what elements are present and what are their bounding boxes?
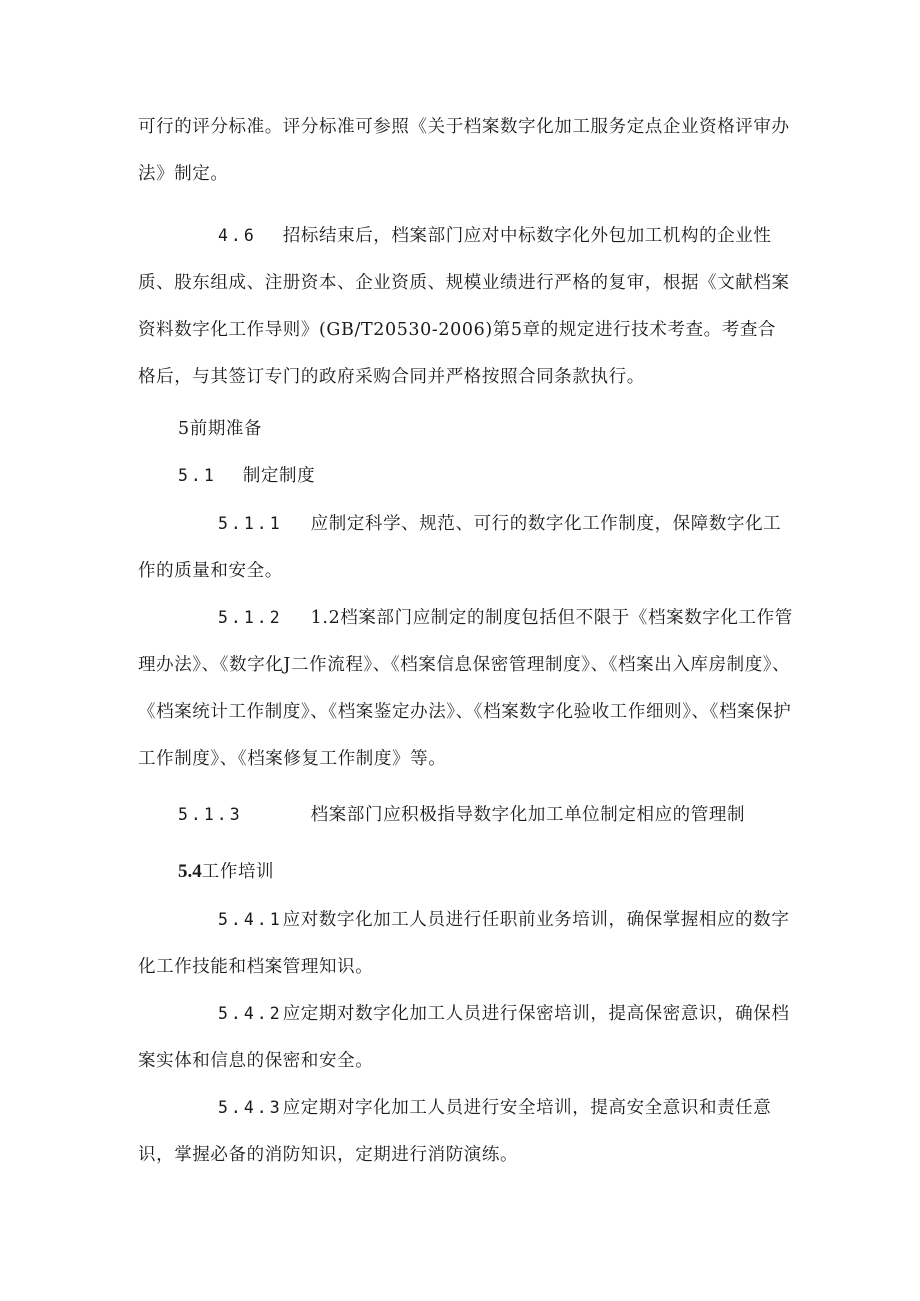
paragraph-text: 可行的评分标准。评分标准可参照《关于档案数字化加工服务定点企业资格评审办法》制定。 bbox=[138, 117, 790, 184]
clause-number: 5.4 bbox=[178, 861, 202, 882]
paragraph-text: 档案部门应积极指导数字化加工单位制定相应的管理制 bbox=[310, 805, 746, 825]
paragraph-5-4-3 bbox=[138, 1084, 793, 1179]
heading-text: 5前期准备 bbox=[178, 419, 263, 439]
paragraph-text: 应对数字化加工人员进行任职前业务培训，确保掌握相应的数字化工作技能和档案管理知识。 bbox=[138, 910, 790, 977]
paragraph-text: 招标结束后，档案部门应对中标数字化外包加工机构的企业性质、股东组成、注册资本、企业资质、规模业绩进行严格的复审，根据《文献档案资料数字化工作导则》(GB/T20530-2006)第5章的规定进行技术考查。考查合格后，与其签订专门的政府采购合同并严格按照合同条款执行。 bbox=[138, 226, 790, 387]
paragraph-5-1-1 bbox=[138, 500, 793, 595]
paragraph-5-4-1 bbox=[138, 896, 793, 991]
paragraph-text: 应制定科学、规范、可行的数字化工作制度，保障数字化工作的质量和安全。 bbox=[138, 514, 782, 581]
section-heading-5 bbox=[178, 414, 262, 444]
clause-number: 5.1 bbox=[178, 466, 217, 485]
subsection-heading-5-1 bbox=[178, 461, 315, 491]
subsection-heading-5-4 bbox=[178, 857, 274, 887]
clause-number: 5.1.1 bbox=[218, 514, 283, 533]
paragraph-text: 1.2档案部门应制定的制度包括但不限于《档案数字化工作管理办法》、《数字化J二作流程》、《档案信息保密管理制度》、《档案出入库房制度》、《档案统计工作制度》、《档案鉴定办法》、《档案数字化验收工作细则》、《档案保护工作制度》、《档案修复工作制度》等。 bbox=[138, 608, 793, 769]
heading-text: 制定制度 bbox=[242, 466, 316, 486]
paragraph-text: 应定期对数字化加工人员进行保密培训，提高保密意识，确保档案实体和信息的保密和安全。 bbox=[138, 1004, 790, 1071]
paragraph-5-1-3 bbox=[178, 800, 745, 830]
clause-number: 5.4.2 bbox=[218, 1004, 283, 1023]
clause-number: 5.1.3 bbox=[178, 805, 243, 824]
clause-number: 5.4.3 bbox=[218, 1098, 283, 1117]
heading-text: 工作培训 bbox=[201, 862, 275, 882]
paragraph-5-1-2 bbox=[138, 594, 793, 783]
clause-number: 4.6 bbox=[218, 226, 257, 245]
clause-number: 5.1.2 bbox=[218, 608, 283, 627]
paragraph-5-4-2 bbox=[138, 990, 793, 1085]
paragraph-text: 应定期对字化加工人员进行安全培训，提高安全意识和责任意识，掌握必备的消防知识，定期进行消防演练。 bbox=[138, 1098, 772, 1165]
paragraph-4-6 bbox=[138, 212, 793, 401]
paragraph-scoring-standard bbox=[138, 104, 793, 198]
clause-number: 5.4.1 bbox=[218, 910, 283, 929]
